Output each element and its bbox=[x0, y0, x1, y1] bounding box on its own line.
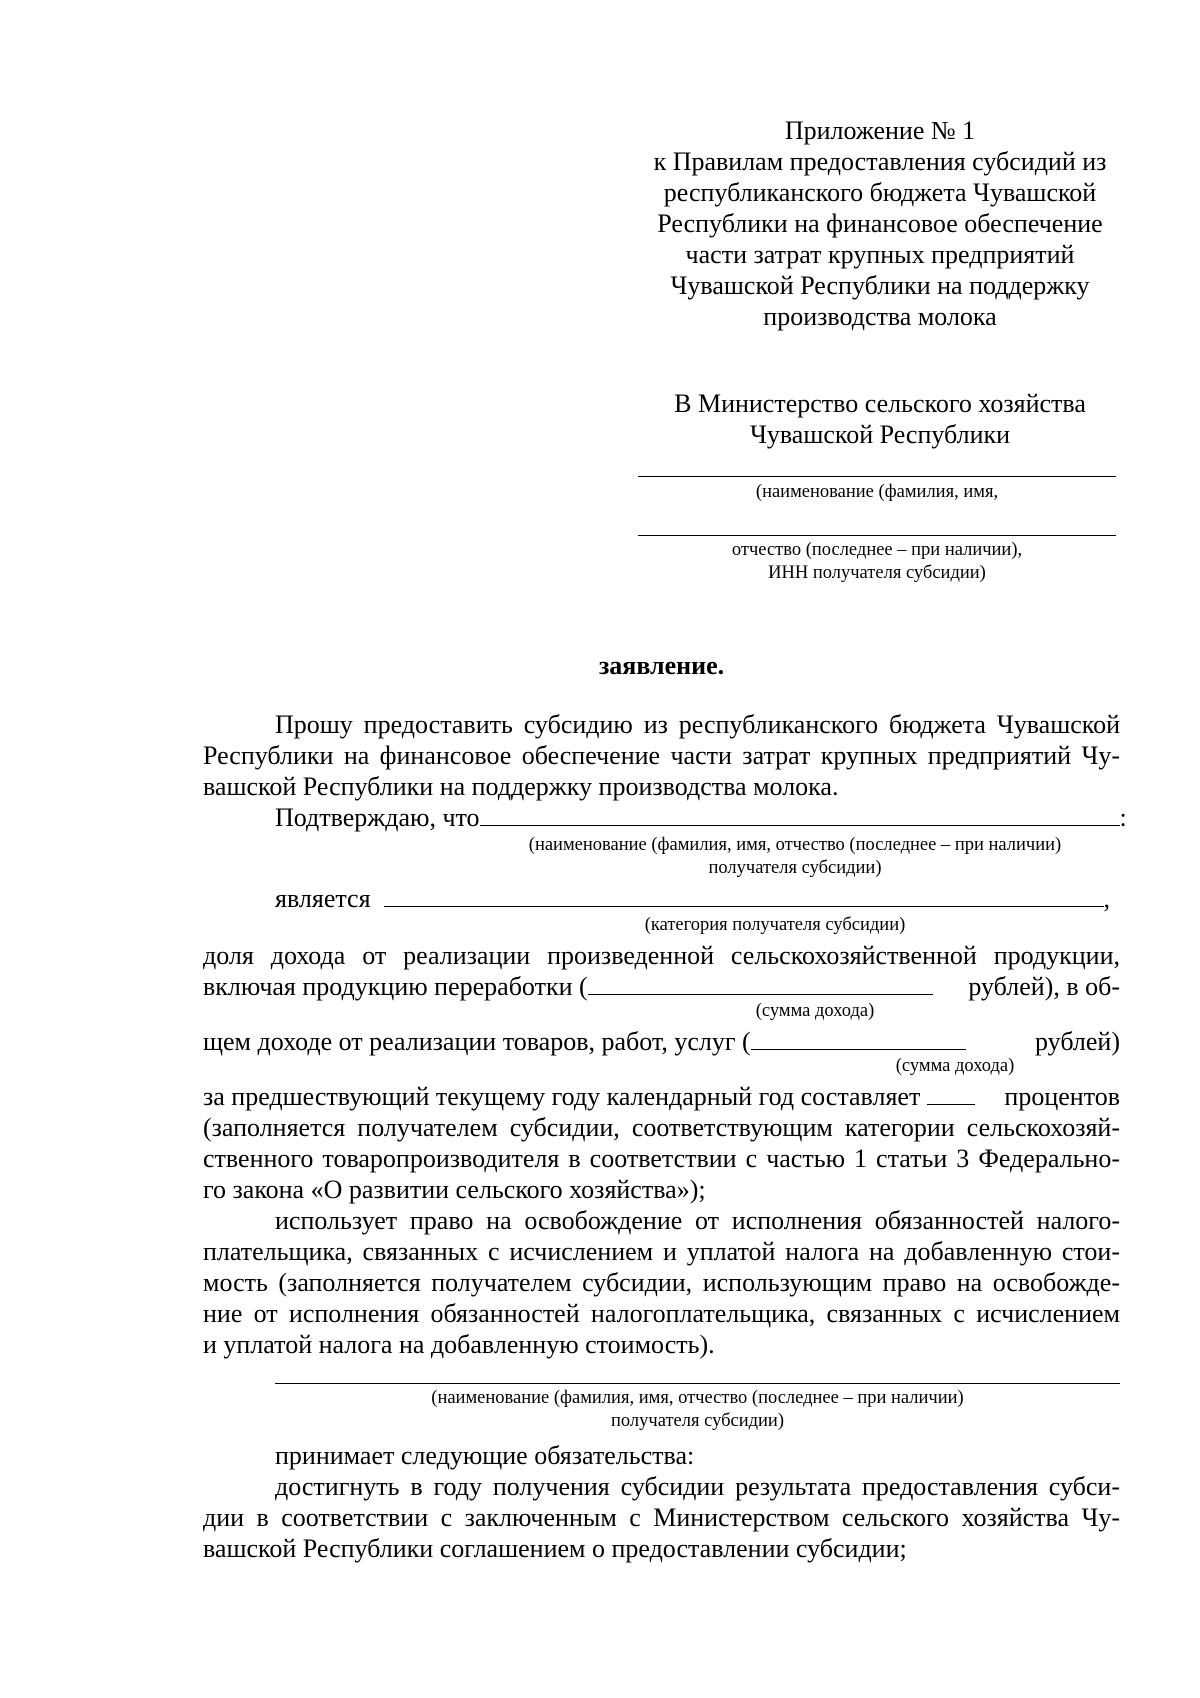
addressee-caption: (наименование (фамилия, имя, bbox=[755, 482, 999, 502]
appendix-line: части затрат крупных предприятий bbox=[685, 240, 1075, 269]
confirm-label: Подтверждаю, что bbox=[275, 803, 480, 832]
appendix-line: Чувашской Республики на поддержку bbox=[670, 271, 1090, 300]
confirm-caption: получателя субсидии) bbox=[708, 858, 882, 878]
percent-field[interactable] bbox=[927, 1082, 975, 1105]
total-income-field[interactable] bbox=[751, 1027, 966, 1050]
share-text: за предшествующий текущему году календарный год составляет bbox=[203, 1082, 921, 1111]
body-line: Республики на финансовое обеспечение части затрат крупных предприятий Чу- bbox=[203, 741, 1120, 770]
recipient-category-field[interactable] bbox=[384, 884, 1104, 907]
addressee-line: Чувашской Республики bbox=[749, 420, 1011, 449]
body-line: ние от исполнения обязанностей налогоплательщика, связанных с исчислением bbox=[203, 1299, 1120, 1328]
appendix-line: Республики на финансовое обеспечение bbox=[657, 209, 1103, 238]
colon: : bbox=[1119, 803, 1127, 832]
addressee-name-line[interactable] bbox=[638, 476, 1116, 477]
share-line-2 bbox=[203, 971, 1120, 1002]
share-text: щем доходе от реализации товаров, работ, услуг ( bbox=[203, 1027, 751, 1056]
body-line: мость (заполняется получателем субсидии, использующим право на освобожде- bbox=[203, 1268, 1120, 1297]
category-caption: (категория получателя субсидии) bbox=[644, 915, 906, 935]
body-line: использует право на освобождение от исполнения обязанностей налого- bbox=[275, 1206, 1120, 1235]
name-caption: получателя субсидии) bbox=[611, 1411, 784, 1431]
category-line bbox=[275, 883, 1120, 914]
body-line: и уплатой налога на добавленную стоимость). bbox=[203, 1330, 715, 1359]
confirm-caption: (наименование (фамилия, имя, отчество (последнее – при наличии) bbox=[528, 835, 1062, 855]
addressee-caption: ИНН получателя субсидии) bbox=[768, 563, 986, 583]
recipient-name-field[interactable] bbox=[480, 803, 1120, 826]
sum-caption: (сумма дохода) bbox=[755, 1001, 875, 1021]
comma: , bbox=[1103, 884, 1111, 913]
body-line: Прошу предоставить субсидию из республиканского бюджета Чувашской bbox=[275, 710, 1120, 739]
appendix-line: республиканского бюджета Чувашской bbox=[663, 178, 1097, 207]
body-line: плательщика, связанных с исчислением и уплатой налога на добавленную стои- bbox=[203, 1237, 1120, 1266]
share-text: рублей), в об- bbox=[968, 972, 1120, 1001]
share-text: рублей) bbox=[1035, 1027, 1120, 1056]
body-line: ственного товаропроизводителя в соответствии с частью 1 статьи 3 Федерально- bbox=[203, 1144, 1120, 1173]
addressee-name-line-2[interactable] bbox=[638, 535, 1116, 536]
name-caption: (наименование (фамилия, имя, отчество (последнее – при наличии) bbox=[431, 1388, 964, 1408]
addressee-line: В Министерство сельского хозяйства bbox=[674, 389, 1086, 418]
addressee bbox=[630, 388, 1130, 450]
share-text: включая продукцию переработки ( bbox=[203, 972, 588, 1001]
appendix-line: к Правилам предоставления субсидий из bbox=[653, 147, 1107, 176]
addressee-caption: отчество (последнее – при наличии), bbox=[731, 540, 1023, 560]
document-title: заявление. bbox=[598, 651, 725, 680]
appendix-line: производства молока bbox=[763, 302, 997, 331]
body-line: достигнуть в году получения субсидии результата предоставления субси- bbox=[275, 1472, 1120, 1501]
share-text: процентов bbox=[1004, 1082, 1120, 1111]
body-line: вашской Республики соглашением о предоставлении субсидии; bbox=[203, 1534, 907, 1563]
income-sum-field[interactable] bbox=[588, 972, 933, 995]
appendix-number: Приложение № 1 bbox=[784, 116, 976, 145]
body-line: го закона «О развитии сельского хозяйства»); bbox=[203, 1175, 706, 1204]
share-line-3 bbox=[203, 1026, 1120, 1057]
confirm-line bbox=[275, 802, 1127, 833]
body-line: (заполняется получателем субсидии, соответствующим категории сельскохозяй- bbox=[203, 1113, 1120, 1142]
share-line-4 bbox=[203, 1081, 1120, 1112]
body-line: дии в соответствии с заключенным с Министерством сельского хозяйства Чу- bbox=[203, 1503, 1120, 1532]
is-label: является bbox=[275, 884, 371, 913]
body-line: принимает следующие обязательства: bbox=[275, 1441, 695, 1470]
recipient-name-line[interactable] bbox=[275, 1383, 1120, 1384]
appendix-header bbox=[630, 115, 1130, 332]
body-line: доля дохода от реализации произведенной сельскохозяйственной продукции, bbox=[203, 941, 1120, 970]
sum-caption: (сумма дохода) bbox=[895, 1056, 1015, 1076]
body-line: вашской Республики на поддержку производства молока. bbox=[203, 772, 839, 801]
